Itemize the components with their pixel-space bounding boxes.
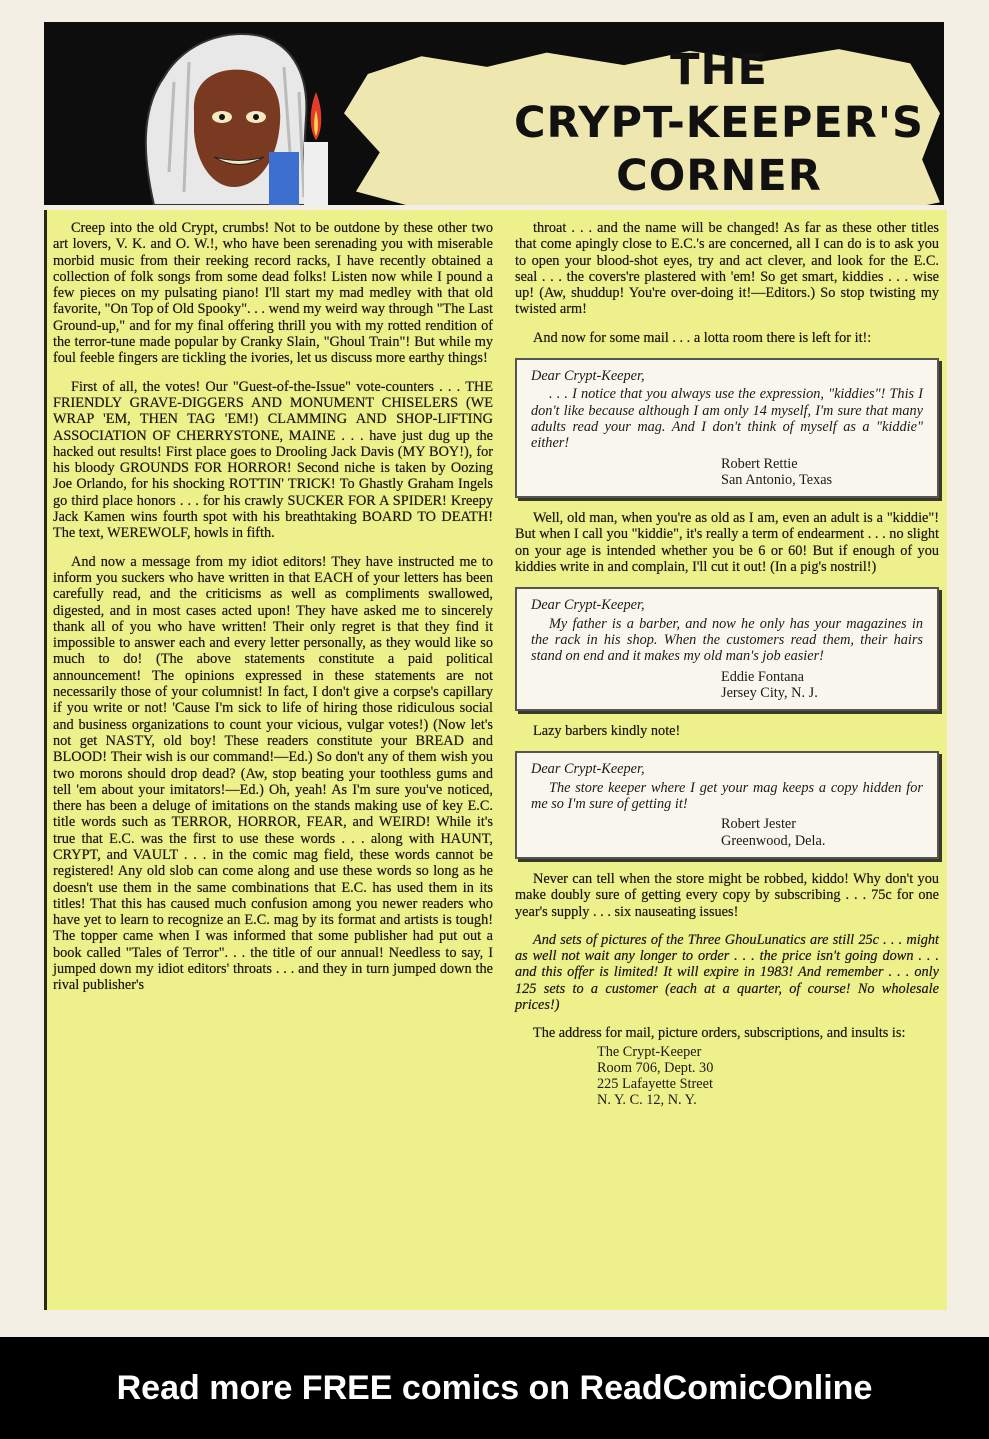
footer-banner	[0, 1337, 989, 1439]
paragraph: Creep into the old Crypt, crumbs! Not to be outdone by these other two art lovers, V. K. and O. W.!, who have been serenading you with miserable morbid music from their reeking record racks, I have recently obtained a collection of folk songs from some dead folks! Listen now while I pound a few pieces on my pulsating piano! I'll start my mad medley with that old favorite, "On Top of Old Spooky". . . wend my weird way through "The Last Ground-up," and for my final offering thrill you with my rotted rendition of the terror-tune made popular by Cranky Slain, "Ghoul Train"! But while my foul feeble fingers are tickling the ivories, let us discuss more earthy things!	[53, 220, 493, 367]
title-line-2: CRYPT-KEEPER'S	[513, 98, 925, 148]
reply: Well, old man, when you're as old as I am, even an adult is a "kiddie"! But when I call you "kiddie", it's really a term of endearment . . . no slight on your age is intended whether you be 6 or 60! But if enough of you kiddies write in and complain, I'll cut it out! (In a pig's nostril!)	[515, 510, 939, 576]
reader-letter	[515, 587, 939, 711]
reply: Never can tell when the store might be robbed, kiddo! Why don't you make doubly sure of getting every copy by subscribing . . . 75c for one year's supply . . . six nauseating issues!	[515, 870, 939, 920]
letter-salutation: Dear Crypt-Keeper,	[531, 761, 645, 778]
letter-signature-location: Jersey City, N. J.	[721, 684, 818, 701]
crypt-keeper-portrait	[134, 22, 374, 205]
footer-text: Read more FREE comics on ReadComicOnline	[116, 1368, 873, 1407]
title-banner	[44, 22, 944, 205]
paragraph: First of all, the votes! Our "Guest-of-the-Issue" vote-counters . . . THE FRIENDLY GRAVE-DIGGERS AND MONUMENT CHISELERS (WE WRAP 'EM, THEN TAG 'EM!) CLAMMING AND SHOP-LIFTING ASSOCIATION OF CHERRYSTONE, MAINE . . . have just dug up the hacked out results! First place goes to Drooling Jack Davis (MY BOY!), for his bloody GROUNDS FOR HORROR! Second niche is taken by Oozing Joe Orlando, for his shocking ROTTIN' TRICK! To Ghastly Graham Ingels go third place honors . . . for his crawly SUCKER FOR A SPIDER! Kreepy Jack Kamen wins fourth spot with his breathtaking BOARD TO DEATH! The text, WEREWOLF, howls in fifth.	[53, 378, 493, 542]
reply: Lazy barbers kindly note!	[533, 723, 681, 740]
letter-body: . . . I notice that you always use the expression, "kiddies"! This I don't like because although I am only 14 myself, I'm sure that many adults read your mag. And I don't think of myself as a "kiddie" either!	[531, 386, 923, 452]
letter-signature-name: Robert Jester	[721, 816, 797, 833]
paragraph: throat . . . and the name will be changed! As far as these other titles that come apingly close to E.C.'s are concerned, all I can do is to ask you to open your blood-shot eyes, try and act clever, and look for the E.C. seal . . . the covers're plastered with 'em! So get smart, kiddies . . . wise up! (Aw, shuddup! You're over-doing it!—Editors.) So stop twisting my twisted arm!	[515, 220, 939, 318]
mailing-address	[597, 1044, 939, 1109]
address-line: N. Y. C. 12, N. Y.	[597, 1092, 697, 1109]
letter-signature-location: San Antonio, Texas	[721, 471, 833, 488]
letter-signature-location: Greenwood, Dela.	[721, 832, 826, 849]
title-line-1: THE	[670, 45, 768, 95]
paragraph: And now a message from my idiot editors! They have instructed me to inform you suckers who have written in that EACH of your letters has been carefully read, and the criticisms as well as compliments swallowed, digested, and in most cases acted upon! They have asked me to sincerely thank all of you who have written! Their only regret is that they find it impossible to answer each and every letter personally, as they would like so much to do! (The above statements constitute a paid political announcement! The opinions expressed in these statements are not necessarily those of your columnist! In fact, I don't give a corpse's capillary if you write or not! 'Cause I'm sick to life of hiring those ridiculous social and business organizations to count your vicious, vulgar votes!) (Now let's not get NASTY, old boy! These readers constitute your BREAD and BLOOD! Their wish is our command!—Ed.) So don't any of them wish you two morons should drop dead? (Aw, stop beating your toothless gums and tell 'em about your imitators!—Ed.) Oh, yeah! As I'm sure you've noticed, there has been a deluge of imitations on the stands making use of key E.C. title words such as TERROR, HORROR, FEAR, and WEIRD! While it's true that E.C. was the first to use these words . . . along with HAUNT, CRYPT, and VAULT . . . in the comic mag field, these words cannot be registered! Any old slob can come along and use these words so long as he doesn't use them in the same combinations that E.C. has used them in its titles! That this has caused much confusion among you newer readers who have yet to learn to recognize an E.C. mag by its format and artists is tough! The topper came when I was informed that some publisher had put out a book called "Tales of Terror". . . the title of our annual! Needless to say, I jumped down my idiot editors' throats . . . and they in turn jumped down the rival publisher's	[53, 553, 493, 994]
address-intro: The address for mail, picture orders, subscriptions, and insults is:	[533, 1025, 906, 1042]
reader-letter	[515, 358, 939, 498]
letter-body: The store keeper where I get your mag keeps a copy hidden for me so I'm sure of getting it!	[531, 779, 923, 813]
letter-body: My father is a barber, and now he only has your magazines in the rack in his shop. When the customers read them, their hairs stand on end and it makes my old man's job easier!	[531, 615, 923, 665]
address-line: Room 706, Dept. 30	[597, 1059, 714, 1076]
address-line: The Crypt-Keeper	[597, 1043, 702, 1060]
page-title	[489, 44, 944, 203]
right-column	[515, 220, 939, 1109]
letter-salutation: Dear Crypt-Keeper,	[531, 368, 645, 385]
article-body	[44, 210, 947, 1310]
offer-paragraph: And sets of pictures of the Three GhouLunatics are still 25c . . . might as well not wait any longer to order . . . the price isn't going down . . . and this offer is limited! It will expire in 1983! And remember . . . only 125 sets to a customer (each at a quarter, of course! No wholesale prices!)	[515, 931, 939, 1013]
reader-letter	[515, 751, 939, 858]
left-column	[53, 220, 493, 1006]
letter-signature-name: Eddie Fontana	[721, 668, 804, 685]
address-line: 225 Lafayette Street	[597, 1076, 713, 1093]
letter-signature-name: Robert Rettie	[721, 455, 798, 472]
title-line-3: CORNER	[616, 151, 822, 201]
paragraph: And now for some mail . . . a lotta room there is left for it!:	[533, 329, 872, 346]
letter-salutation: Dear Crypt-Keeper,	[531, 597, 645, 614]
